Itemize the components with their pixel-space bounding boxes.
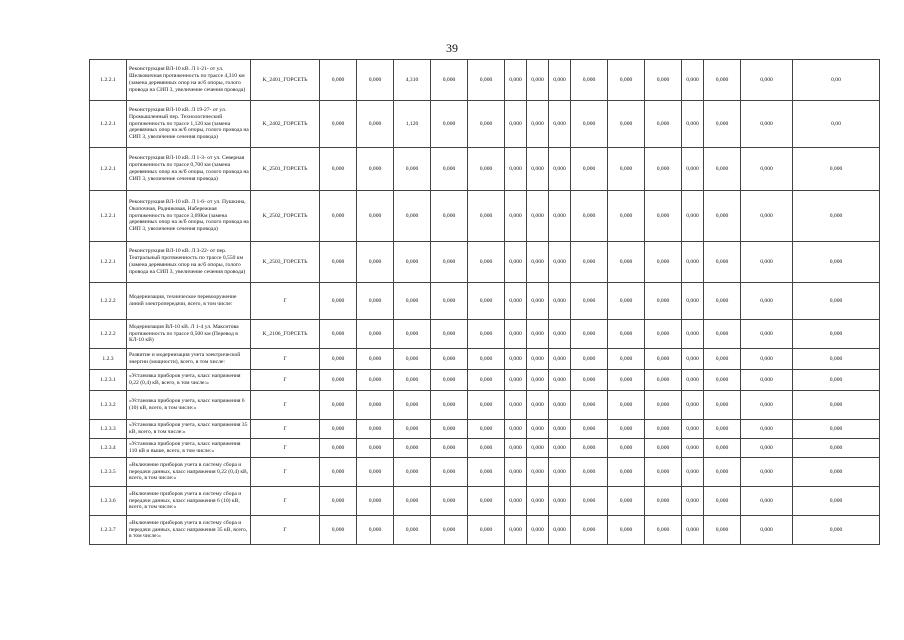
value-cell: 0,000 (357, 148, 394, 191)
value-cell: 0,000 (645, 148, 682, 191)
project-description: «Включение приборов учета в систему сбора и передачи данных, класс напряжения 35 кВ, всего, в том числе:» (127, 516, 251, 545)
value-cell: 0,000 (682, 349, 704, 370)
project-code: Г (251, 370, 320, 391)
row-number: 1.2.2.2 (90, 283, 127, 320)
value-cell: 0,000 (394, 320, 431, 349)
value-cell: 0,000 (394, 148, 431, 191)
value-cell: 0,000 (431, 60, 468, 101)
table-row (90, 391, 880, 420)
value-cell: 0,000 (682, 101, 704, 148)
value-cell: 0,000 (357, 516, 394, 545)
value-cell: 0,000 (320, 320, 357, 349)
value-cell: 0,000 (608, 349, 645, 370)
row-number: 1.2.2.2 (90, 320, 127, 349)
table-row (90, 439, 880, 458)
project-description: Реконструкция ВЛ-10 кВ. Л 1-3- от ул. Северная протяженность по трассе 0,700 км (замена деревянных опор на ж/б опоры, голого провода на СИП 3, увеличение сечения провода) (127, 148, 251, 191)
value-cell: 0,000 (704, 439, 741, 458)
value-cell: 0,000 (505, 320, 527, 349)
row-number: 1.2.2.1 (90, 191, 127, 242)
value-cell: 0,000 (431, 242, 468, 283)
value-cell: 0,000 (571, 148, 608, 191)
value-cell: 0,000 (357, 487, 394, 516)
project-code: K_2401_ГОРСЕТЬ (251, 60, 320, 101)
table-row (90, 320, 880, 349)
value-cell: 0,000 (468, 349, 505, 370)
value-cell: 0,000 (468, 439, 505, 458)
value-cell: 0,000 (645, 283, 682, 320)
value-cell: 0,000 (704, 191, 741, 242)
value-cell: 0,000 (741, 487, 793, 516)
value-cell: 0,000 (793, 349, 880, 370)
value-cell: 0,000 (741, 191, 793, 242)
project-description: «Установка приборов учета, класс напряжения 0,22 (0,4) кВ, всего, в том числе:» (127, 370, 251, 391)
value-cell: 0,000 (571, 101, 608, 148)
value-cell: 0,000 (793, 320, 880, 349)
value-cell: 0,000 (431, 487, 468, 516)
value-cell: 0,000 (741, 420, 793, 439)
project-code: Г (251, 283, 320, 320)
value-cell: 0,000 (468, 420, 505, 439)
value-cell: 0,000 (394, 487, 431, 516)
value-cell: 0,000 (527, 191, 549, 242)
project-description: Модернизация ВЛ-10 кВ. Л 1-4 ул. Макситова протяженность по трассе 0,500 км (Перевод в КЛ-10 кВ) (127, 320, 251, 349)
value-cell: 0,000 (431, 191, 468, 242)
value-cell: 0,000 (320, 191, 357, 242)
value-cell: 0,000 (549, 458, 571, 487)
table-row (90, 242, 880, 283)
value-cell: 0,000 (741, 349, 793, 370)
value-cell: 0,000 (320, 349, 357, 370)
value-cell: 0,000 (704, 148, 741, 191)
value-cell: 0,000 (431, 458, 468, 487)
row-number: 1.2.3.4 (90, 439, 127, 458)
value-cell: 0,000 (645, 370, 682, 391)
value-cell: 0,000 (357, 391, 394, 420)
value-cell: 0,000 (394, 349, 431, 370)
table-row (90, 516, 880, 545)
value-cell: 0,000 (608, 516, 645, 545)
value-cell: 0,000 (682, 391, 704, 420)
value-cell: 0,000 (468, 458, 505, 487)
value-cell: 0,000 (431, 320, 468, 349)
investment-table (89, 59, 880, 545)
value-cell: 0,000 (645, 487, 682, 516)
value-cell: 0,000 (527, 242, 549, 283)
project-code: Г (251, 391, 320, 420)
row-number: 1.2.3.5 (90, 458, 127, 487)
value-cell: 0,000 (505, 516, 527, 545)
value-cell: 0,000 (571, 391, 608, 420)
value-cell: 4,310 (394, 60, 431, 101)
value-cell: 0,000 (571, 439, 608, 458)
row-number: 1.2.3.6 (90, 487, 127, 516)
value-cell: 0,000 (468, 60, 505, 101)
project-code: K_2106_ГОРСЕТЬ (251, 320, 320, 349)
value-cell: 0,000 (320, 242, 357, 283)
value-cell: 0,000 (320, 458, 357, 487)
value-cell: 0,000 (793, 458, 880, 487)
value-cell: 0,000 (704, 458, 741, 487)
value-cell: 0,000 (431, 148, 468, 191)
value-cell: 0,000 (357, 439, 394, 458)
value-cell: 0,000 (527, 420, 549, 439)
page-number: 39 (446, 41, 458, 55)
value-cell: 0,000 (527, 458, 549, 487)
value-cell: 0,000 (645, 391, 682, 420)
value-cell: 0,000 (394, 242, 431, 283)
project-code: Г (251, 516, 320, 545)
project-description: «Включение приборов учета в систему сбора и передачи данных, класс напряжения 0,22 (0,4) кВ, всего, в том числе:» (127, 458, 251, 487)
value-cell: 0,000 (741, 101, 793, 148)
value-cell: 0,000 (357, 420, 394, 439)
value-cell: 0,000 (527, 391, 549, 420)
value-cell: 0,000 (645, 458, 682, 487)
value-cell: 0,000 (571, 320, 608, 349)
project-description: «Установка приборов учета, класс напряжения 35 кВ, всего, в том числе:» (127, 420, 251, 439)
value-cell: 0,000 (645, 101, 682, 148)
value-cell: 0,000 (505, 370, 527, 391)
value-cell: 0,000 (527, 439, 549, 458)
value-cell: 0,000 (505, 487, 527, 516)
value-cell: 0,000 (505, 349, 527, 370)
project-description: Модернизация, техническое перевооружение линий электропередачи, всего, в том числе: (127, 283, 251, 320)
value-cell: 0,000 (793, 487, 880, 516)
value-cell: 0,000 (527, 320, 549, 349)
value-cell: 0,000 (682, 60, 704, 101)
table-row (90, 487, 880, 516)
value-cell: 0,000 (741, 283, 793, 320)
value-cell: 0,000 (505, 420, 527, 439)
value-cell: 0,000 (320, 439, 357, 458)
value-cell: 0,000 (431, 516, 468, 545)
value-cell: 0,000 (741, 439, 793, 458)
row-number: 1.2.2.1 (90, 60, 127, 101)
table-row (90, 60, 880, 101)
value-cell: 0,000 (357, 191, 394, 242)
value-cell: 0,000 (468, 242, 505, 283)
value-cell: 0,000 (527, 516, 549, 545)
value-cell: 1,120 (394, 101, 431, 148)
value-cell: 0,000 (741, 148, 793, 191)
value-cell: 0,000 (549, 516, 571, 545)
row-number: 1.2.3.7 (90, 516, 127, 545)
value-cell: 0,000 (704, 242, 741, 283)
value-cell: 0,000 (468, 391, 505, 420)
value-cell: 0,000 (608, 420, 645, 439)
table-body (90, 60, 880, 545)
value-cell: 0,000 (704, 391, 741, 420)
value-cell: 0,000 (394, 391, 431, 420)
value-cell: 0,000 (468, 487, 505, 516)
table-row (90, 349, 880, 370)
value-cell: 0,000 (704, 320, 741, 349)
value-cell: 0,000 (793, 420, 880, 439)
value-cell: 0,000 (394, 458, 431, 487)
value-cell: 0,000 (431, 439, 468, 458)
value-cell: 0,000 (468, 191, 505, 242)
row-number: 1.2.3.2 (90, 391, 127, 420)
project-description: Реконструкция ВЛ-10 кВ. Л 1-6- от ул. Пушкина, Окопочная, Родниковая, Набережная протяженность по трассе 3,69Км (замена деревянных опор на ж/б опоры, голого провода на СИП 3, увеличение сечения провода) (127, 191, 251, 242)
value-cell: 0,00 (793, 60, 880, 101)
value-cell: 0,000 (682, 516, 704, 545)
value-cell: 0,000 (645, 60, 682, 101)
value-cell: 0,000 (549, 148, 571, 191)
value-cell: 0,000 (608, 242, 645, 283)
value-cell: 0,000 (505, 191, 527, 242)
row-number: 1.2.3 (90, 349, 127, 370)
value-cell: 0,000 (741, 242, 793, 283)
value-cell: 0,000 (645, 516, 682, 545)
row-number: 1.2.3.3 (90, 420, 127, 439)
value-cell: 0,000 (608, 283, 645, 320)
value-cell: 0,000 (682, 242, 704, 283)
value-cell: 0,000 (357, 458, 394, 487)
value-cell: 0,000 (741, 60, 793, 101)
value-cell: 0,000 (527, 148, 549, 191)
value-cell: 0,000 (645, 439, 682, 458)
value-cell: 0,000 (357, 242, 394, 283)
project-code: Г (251, 420, 320, 439)
value-cell: 0,000 (571, 242, 608, 283)
value-cell: 0,000 (704, 420, 741, 439)
value-cell: 0,000 (357, 60, 394, 101)
value-cell: 0,000 (468, 101, 505, 148)
value-cell: 0,000 (527, 487, 549, 516)
value-cell: 0,000 (549, 439, 571, 458)
value-cell: 0,000 (571, 60, 608, 101)
value-cell: 0,000 (320, 60, 357, 101)
value-cell: 0,000 (505, 391, 527, 420)
value-cell: 0,000 (608, 148, 645, 191)
table-row (90, 458, 880, 487)
value-cell: 0,000 (645, 349, 682, 370)
value-cell: 0,000 (357, 320, 394, 349)
value-cell: 0,000 (320, 148, 357, 191)
value-cell: 0,000 (431, 370, 468, 391)
value-cell: 0,000 (320, 391, 357, 420)
value-cell: 0,000 (682, 370, 704, 391)
table-row (90, 420, 880, 439)
value-cell: 0,000 (357, 101, 394, 148)
value-cell: 0,000 (682, 439, 704, 458)
project-description: Реконструкция ВЛ-10 кВ. Л 3-22- от пер. Театральный протяженность по трассе 0,550 км (замена деревянных опор на ж/б опоры, голого провода на СИП 3, увеличение сечения провода) (127, 242, 251, 283)
value-cell: 0,000 (793, 439, 880, 458)
value-cell: 0,000 (608, 60, 645, 101)
value-cell: 0,000 (549, 242, 571, 283)
value-cell: 0,000 (608, 101, 645, 148)
value-cell: 0,000 (394, 439, 431, 458)
value-cell: 0,000 (320, 487, 357, 516)
table-row (90, 370, 880, 391)
value-cell: 0,000 (549, 391, 571, 420)
value-cell: 0,000 (793, 391, 880, 420)
project-code: Г (251, 439, 320, 458)
value-cell: 0,000 (645, 242, 682, 283)
value-cell: 0,000 (704, 101, 741, 148)
value-cell: 0,000 (549, 191, 571, 242)
project-code: Г (251, 349, 320, 370)
project-description: «Включение приборов учета в систему сбора и передачи данных, класс напряжения 6 (10) кВ, всего, в том числе:» (127, 487, 251, 516)
project-description: «Установка приборов учета, класс напряжения 6 (10) кВ, всего, в том числе:» (127, 391, 251, 420)
value-cell: 0,000 (571, 191, 608, 242)
value-cell: 0,000 (468, 516, 505, 545)
value-cell: 0,000 (468, 148, 505, 191)
project-description: Реконструкция ВЛ-10 кВ. Л 19-27- от ул. Промышленный пер. Технологический протяженность по трассе 1,120 км (замена деревянных опор на ж/б опоры, голого провода на СИП 3, увеличение сечения провода) (127, 101, 251, 148)
value-cell: 0,000 (527, 370, 549, 391)
project-code: Г (251, 487, 320, 516)
value-cell: 0,000 (682, 320, 704, 349)
value-cell: 0,000 (793, 283, 880, 320)
value-cell: 0,000 (505, 439, 527, 458)
value-cell: 0,000 (741, 320, 793, 349)
value-cell: 0,000 (608, 458, 645, 487)
value-cell: 0,000 (571, 420, 608, 439)
project-code: K_2503_ГОРСЕТЬ (251, 242, 320, 283)
project-code: K_2502_ГОРСЕТЬ (251, 191, 320, 242)
project-description: Развитие и модернизация учета электрической энергии (мощности), всего, в том числе: (127, 349, 251, 370)
value-cell: 0,000 (608, 370, 645, 391)
row-number: 1.2.3.1 (90, 370, 127, 391)
row-number: 1.2.2.1 (90, 242, 127, 283)
value-cell: 0,000 (527, 60, 549, 101)
value-cell: 0,000 (505, 101, 527, 148)
value-cell: 0,000 (527, 349, 549, 370)
value-cell: 0,000 (682, 148, 704, 191)
value-cell: 0,000 (608, 439, 645, 458)
value-cell: 0,000 (549, 487, 571, 516)
value-cell: 0,000 (793, 516, 880, 545)
value-cell: 0,000 (741, 370, 793, 391)
table-row (90, 148, 880, 191)
value-cell: 0,000 (431, 391, 468, 420)
value-cell: 0,000 (505, 60, 527, 101)
table-row (90, 101, 880, 148)
value-cell: 0,000 (357, 349, 394, 370)
value-cell: 0,000 (320, 101, 357, 148)
value-cell: 0,000 (741, 391, 793, 420)
value-cell: 0,000 (394, 516, 431, 545)
value-cell: 0,000 (571, 487, 608, 516)
value-cell: 0,000 (549, 420, 571, 439)
value-cell: 0,000 (505, 458, 527, 487)
value-cell: 0,000 (704, 487, 741, 516)
project-description: Реконструкция ВЛ-10 кВ. Л 1-21- от ул. Шелковичная протяженность по трассе 4,310 км (замена деревянных опор на ж/б опоры, голого провода на СИП 3, увеличение сечения провода) (127, 60, 251, 101)
value-cell: 0,000 (468, 370, 505, 391)
value-cell: 0,000 (505, 148, 527, 191)
row-number: 1.2.2.1 (90, 148, 127, 191)
value-cell: 0,00 (793, 101, 880, 148)
value-cell: 0,000 (704, 349, 741, 370)
value-cell: 0,000 (431, 420, 468, 439)
value-cell: 0,000 (704, 370, 741, 391)
value-cell: 0,000 (793, 242, 880, 283)
value-cell: 0,000 (549, 101, 571, 148)
value-cell: 0,000 (431, 283, 468, 320)
value-cell: 0,000 (527, 283, 549, 320)
value-cell: 0,000 (549, 283, 571, 320)
value-cell: 0,000 (741, 458, 793, 487)
value-cell: 0,000 (357, 370, 394, 391)
value-cell: 0,000 (549, 60, 571, 101)
value-cell: 0,000 (394, 283, 431, 320)
value-cell: 0,000 (468, 283, 505, 320)
row-number: 1.2.2.1 (90, 101, 127, 148)
project-code: Г (251, 458, 320, 487)
value-cell: 0,000 (682, 487, 704, 516)
value-cell: 0,000 (793, 148, 880, 191)
value-cell: 0,000 (394, 191, 431, 242)
value-cell: 0,000 (549, 320, 571, 349)
value-cell: 0,000 (431, 101, 468, 148)
value-cell: 0,000 (468, 320, 505, 349)
value-cell: 0,000 (505, 283, 527, 320)
value-cell: 0,000 (394, 420, 431, 439)
project-code: K_2402_ГОРСЕТЬ (251, 101, 320, 148)
value-cell: 0,000 (682, 191, 704, 242)
value-cell: 0,000 (571, 458, 608, 487)
project-description: «Установка приборов учета, класс напряжения 110 кВ и выше, всего, в том числе:» (127, 439, 251, 458)
value-cell: 0,000 (549, 370, 571, 391)
value-cell: 0,000 (357, 283, 394, 320)
value-cell: 0,000 (793, 370, 880, 391)
value-cell: 0,000 (645, 320, 682, 349)
value-cell: 0,000 (571, 370, 608, 391)
value-cell: 0,000 (320, 516, 357, 545)
value-cell: 0,000 (571, 283, 608, 320)
value-cell: 0,000 (320, 420, 357, 439)
value-cell: 0,000 (682, 283, 704, 320)
project-code: K_2501_ГОРСЕТЬ (251, 148, 320, 191)
value-cell: 0,000 (793, 191, 880, 242)
table-row (90, 283, 880, 320)
value-cell: 0,000 (682, 458, 704, 487)
value-cell: 0,000 (704, 516, 741, 545)
value-cell: 0,000 (431, 349, 468, 370)
value-cell: 0,000 (645, 420, 682, 439)
table-row (90, 191, 880, 242)
value-cell: 0,000 (608, 391, 645, 420)
value-cell: 0,000 (682, 420, 704, 439)
value-cell: 0,000 (505, 242, 527, 283)
value-cell: 0,000 (571, 516, 608, 545)
value-cell: 0,000 (704, 60, 741, 101)
value-cell: 0,000 (527, 101, 549, 148)
value-cell: 0,000 (645, 191, 682, 242)
value-cell: 0,000 (571, 349, 608, 370)
value-cell: 0,000 (608, 320, 645, 349)
value-cell: 0,000 (608, 487, 645, 516)
value-cell: 0,000 (704, 283, 741, 320)
value-cell: 0,000 (608, 191, 645, 242)
value-cell: 0,000 (394, 370, 431, 391)
value-cell: 0,000 (741, 516, 793, 545)
value-cell: 0,000 (320, 283, 357, 320)
value-cell: 0,000 (549, 349, 571, 370)
value-cell: 0,000 (320, 370, 357, 391)
